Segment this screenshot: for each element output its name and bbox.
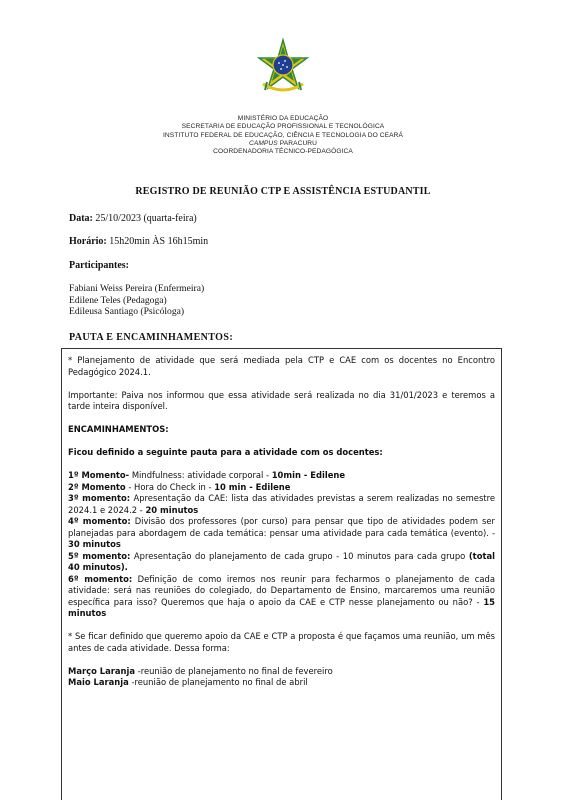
moment-3-text: Apresentação da CAE: lista das atividades previstas a serem realizadas no semestre 2024.1 e 2024.2 - xyxy=(68,493,495,515)
march-item xyxy=(68,666,495,678)
moment-5-duration: (total 40 minutos). xyxy=(68,550,495,572)
support-note: * Se ficar definido que queremo apoio da CAE e CTP a proposta é que façamos uma reunião, um mês antes de cada atividade. Dessa forma: xyxy=(68,631,495,653)
agenda-definition-text: Ficou definido a seguinte pauta para a atividade com os docentes: xyxy=(68,447,383,457)
moment-5-text: Apresentação do planejamento de cada grupo - 10 minutos para cada grupo xyxy=(130,550,469,561)
moment-4-text: Divisão dos professores (por curso) para pensar que tipo de atividades podem ser planejadas para abordagem de cada temática: pensar uma atividade para cada temática (evento). - xyxy=(68,516,495,538)
campus-word: CAMPUS xyxy=(248,139,278,147)
referrals-heading xyxy=(68,424,495,436)
participant-item: Edileusa Santiago (Psicóloga) xyxy=(69,306,185,318)
agenda-box xyxy=(61,348,502,800)
moment-6-text: Definição de como iremos nos reunir para fecharmos o planejamento de cada atividade: será nas reuniões do colegiado, do Departamento de Ensino, marcaremos uma reunião específica para isso? Queremos que haja o apoio da CAE e CTP nesse planejamento ou não? - xyxy=(68,573,495,607)
participant-item: Fabiani Weiss Pereira (Enfermeira) xyxy=(69,283,205,294)
march-text: -reunião de planejamento no final de fevereiro xyxy=(135,665,333,676)
moment-5-label: 5º momento: xyxy=(68,550,131,561)
header-line-institute: INSTITUTO FEDERAL DE EDUCAÇÃO, CIÊNCIA E TECNOLOGIA DO CEARÁ xyxy=(163,131,403,139)
moment-6-label: 6º momento: xyxy=(68,573,133,584)
agenda-heading: PAUTA E ENCAMINHAMENTOS: xyxy=(69,332,234,343)
header-line-coordination: COORDENADORIA TÉCNICO-PEDAGÓGICA xyxy=(213,148,353,156)
moment-6 xyxy=(68,574,495,620)
participant-item: Edilene Teles (Pedagoga) xyxy=(69,294,167,306)
coat-of-arms-icon xyxy=(255,38,311,94)
moment-3-duration: 20 minutos xyxy=(145,504,199,515)
moment-6-duration: 15 minutos xyxy=(68,596,495,618)
time-field xyxy=(69,236,208,247)
may-item xyxy=(68,677,495,689)
moment-3 xyxy=(68,493,495,516)
time-value: 15h20min ÀS 16h15min xyxy=(106,236,209,247)
moment-1 xyxy=(68,470,495,482)
moment-1-label: 1º Momento- xyxy=(68,470,130,480)
moment-4-label: 4º momento: xyxy=(68,516,131,526)
participants-heading xyxy=(69,260,129,271)
date-field xyxy=(69,213,197,224)
moment-2 xyxy=(68,482,495,494)
institution-header xyxy=(0,115,566,156)
date-label: Data: xyxy=(69,213,93,224)
participants-label: Participantes: xyxy=(69,260,129,271)
moment-2-label: 2º Momento xyxy=(68,481,126,492)
moment-4-duration: 30 minutos xyxy=(68,539,121,549)
referrals-label: ENCAMINHAMENTOS: xyxy=(68,424,169,434)
may-label: Maio Laranja xyxy=(68,677,129,687)
moment-4 xyxy=(68,516,495,551)
moment-2-duration: 10 min - Edilene xyxy=(214,481,291,492)
participants-list xyxy=(69,283,204,318)
header-line-secretariat: SECRETARIA DE EDUCAÇÃO PROFISSIONAL E TECNOLÓGICA xyxy=(181,123,385,131)
planning-paragraph: * Planejamento de atividade que será mediada pela CTP e CAE com os docentes no Encontro Pedagógico 2024.1. xyxy=(68,355,495,377)
may-text: -reunião de planejamento no final de abril xyxy=(128,677,308,687)
march-label: Março Laranja xyxy=(68,665,136,676)
document-title: REGISTRO DE REUNIÃO CTP E ASSISTÊNCIA ESTUDANTIL xyxy=(135,186,431,197)
important-paragraph: Importante: Paiva nos informou que essa atividade será realizada no dia 31/01/2023 e teremos a tarde inteira disponível. xyxy=(68,389,495,411)
header-line-ministry: MINISTÉRIO DA EDUCAÇÃO xyxy=(237,115,329,122)
date-value: 25/10/2023 (quarta-feira) xyxy=(92,213,197,224)
campus-name: PARACURU xyxy=(277,139,318,147)
moment-1-duration: 10min - Edilene xyxy=(271,470,346,480)
moment-3-label: 3º momento: xyxy=(68,493,131,503)
time-label: Horário: xyxy=(69,236,107,247)
agenda-definition xyxy=(68,447,495,459)
moment-5 xyxy=(68,551,495,574)
moment-1-text: Mindfulness: atividade corporal - xyxy=(129,470,272,480)
header-line-campus xyxy=(0,140,566,148)
moment-2-text: - Hora do Check in - xyxy=(125,481,215,492)
